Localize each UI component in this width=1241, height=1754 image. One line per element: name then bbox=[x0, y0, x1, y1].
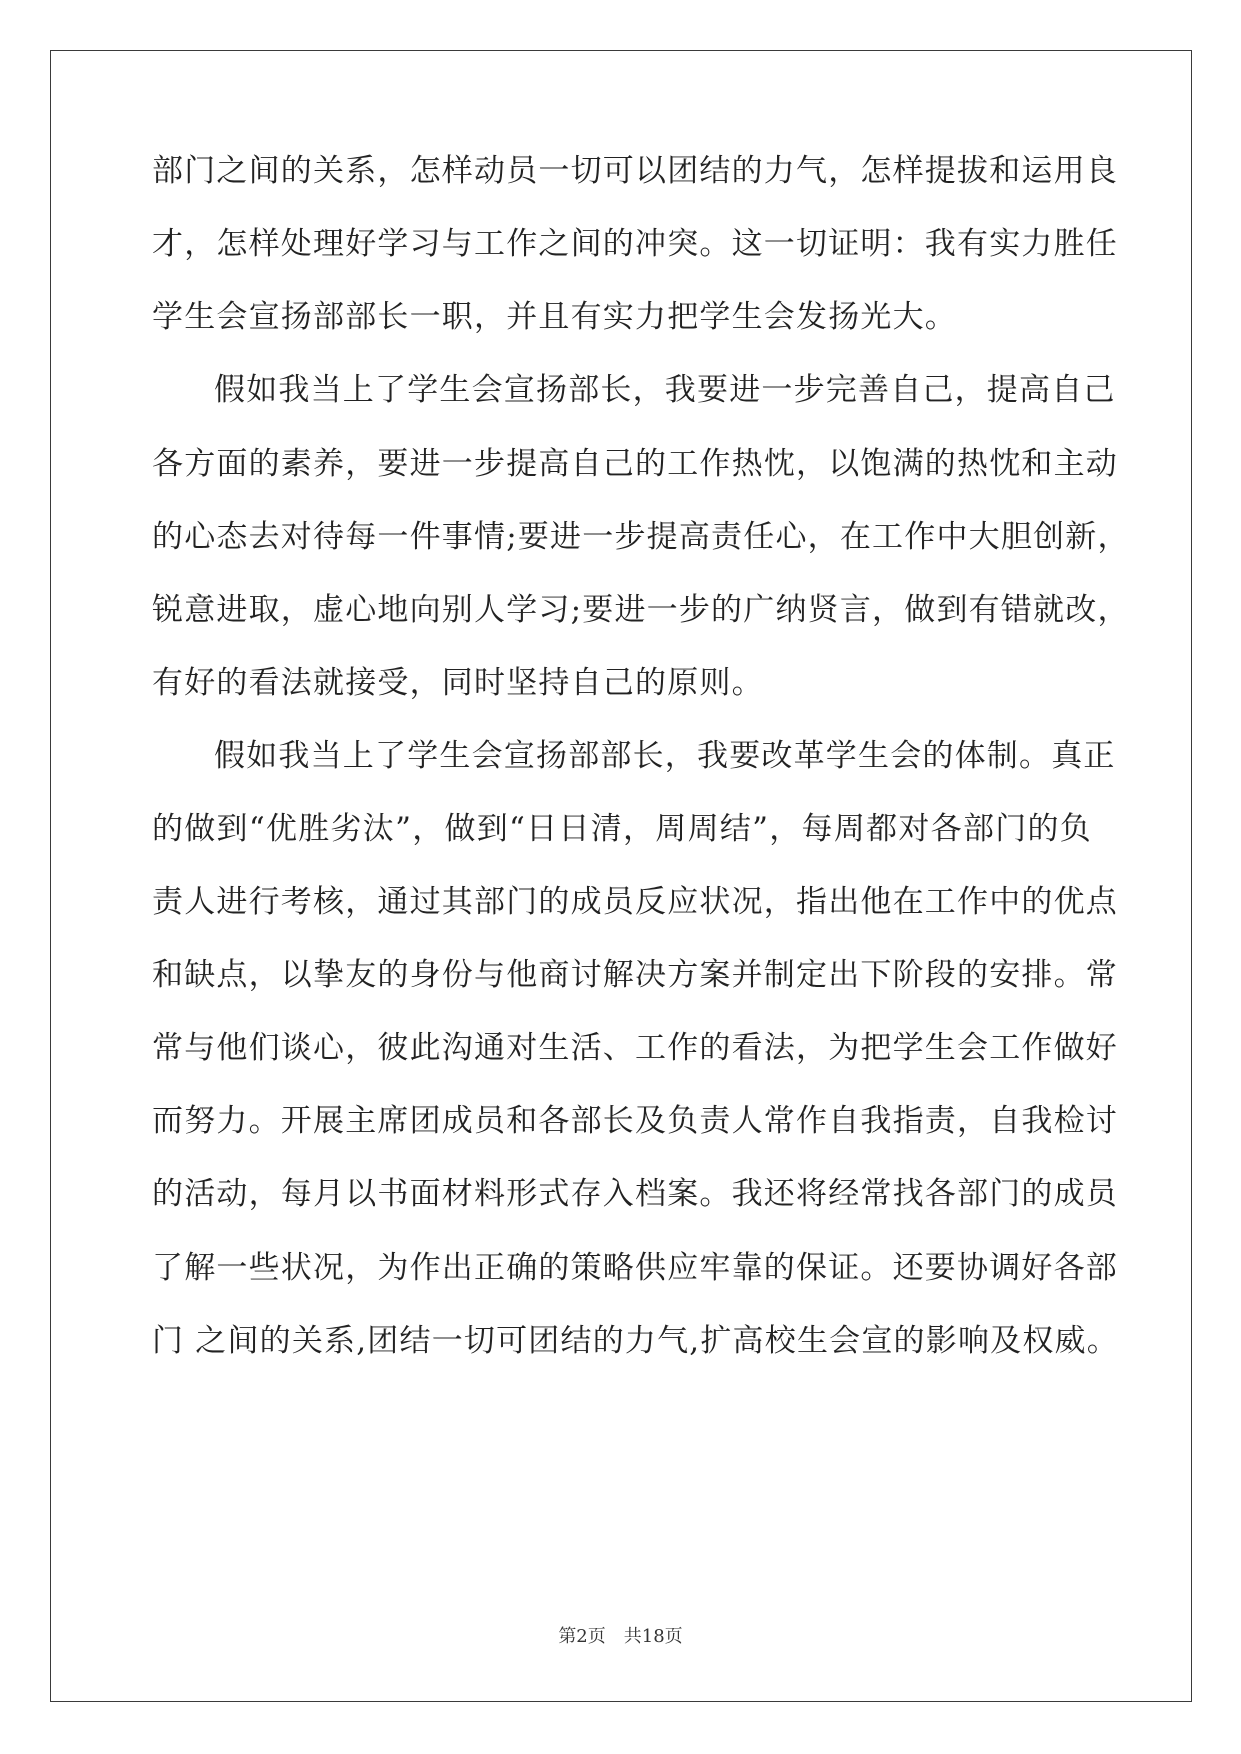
page-number-footer bbox=[0, 1625, 1241, 1649]
body-text-line: 而努力。开展主席团成员和各部长及负责人常作自我指责，自我检讨 bbox=[152, 1103, 1118, 1139]
body-text-line: 门 之间的关系,团结一切可团结的力气,扩高校生会宣的影响及权威。 bbox=[152, 1323, 1119, 1359]
page-border bbox=[50, 50, 1192, 1702]
body-text-line: 假如我当上了学生会宣扬部长，我要进一步完善自己，提高自己 bbox=[214, 372, 1116, 408]
body-text-line: 锐意进取，虚心地向别人学习;要进一步的广纳贤言，做到有错就改， bbox=[152, 592, 1130, 628]
body-text-line: 常与他们谈心，彼此沟通对生活、工作的看法，为把学生会工作做好 bbox=[152, 1030, 1118, 1066]
body-text-line: 责人进行考核，通过其部门的成员反应状况，指出他在工作中的优点 bbox=[152, 884, 1118, 920]
body-text-line: 学生会宣扬部部长一职，并且有实力把学生会发扬光大。 bbox=[152, 299, 957, 335]
body-text-line: 的心态去对待每一件事情;要进一步提高责任心，在工作中大胆创新， bbox=[152, 519, 1130, 555]
body-text-line: 才，怎样处理好学习与工作之间的冲突。这一切证明：我有实力胜任 bbox=[152, 226, 1118, 262]
body-text-line: 的活动，每月以书面材料形式存入档案。我还将经常找各部门的成员 bbox=[152, 1176, 1118, 1212]
body-text-line: 和缺点，以挚友的身份与他商讨解决方案并制定出下阶段的安排。常 bbox=[152, 957, 1118, 993]
body-text-line: 的做到“优胜劣汰”，做到“日日清，周周结”，每周都对各部门的负 bbox=[152, 811, 1092, 847]
body-text-line: 假如我当上了学生会宣扬部部长，我要改革学生会的体制。真正 bbox=[214, 738, 1116, 774]
body-text-line: 有好的看法就接受，同时坚持自己的原则。 bbox=[152, 665, 764, 701]
body-text-line: 了解一些状况，为作出正确的策略供应牢靠的保证。还要协调好各部 bbox=[152, 1250, 1118, 1286]
body-text-line: 部门之间的关系，怎样动员一切可以团结的力气，怎样提拔和运用良 bbox=[152, 153, 1118, 189]
page-number-label: 第2页 共18页 bbox=[558, 1626, 683, 1647]
body-text-line: 各方面的素养，要进一步提高自己的工作热忱，以饱满的热忱和主动 bbox=[152, 446, 1118, 482]
